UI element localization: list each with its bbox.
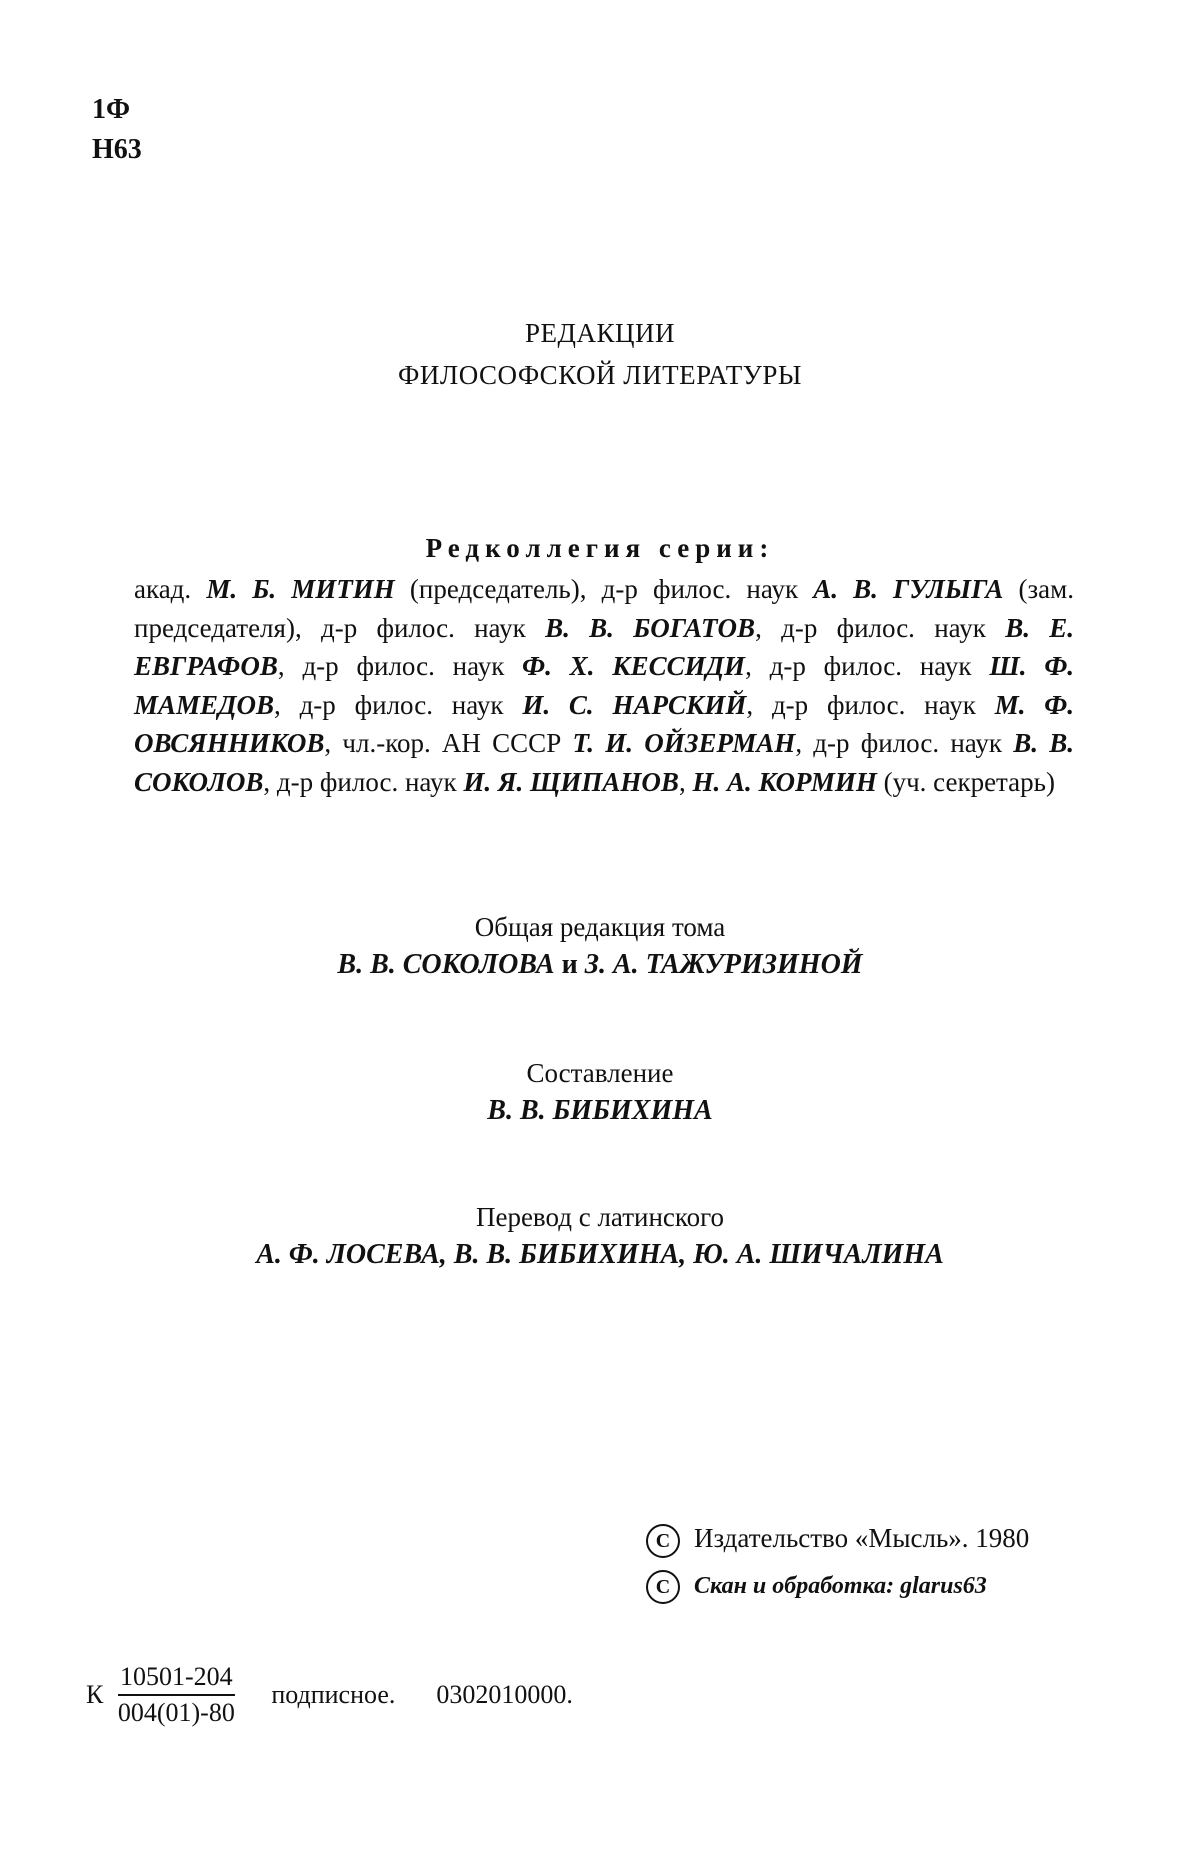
compilation-label: Составление [526, 1058, 674, 1088]
editorial-board-heading: Редколлегия серии: [425, 533, 775, 563]
classification-line-2: Н63 [92, 134, 142, 165]
editorial-office-line-1: РЕДАКЦИИ [525, 318, 675, 348]
board-member-title: (уч. секретарь) [876, 766, 1055, 797]
board-member-name: А. В. ГУЛЫГА [813, 574, 1004, 604]
index-note: подписное. [271, 1680, 396, 1709]
copyright-scan [646, 1566, 987, 1604]
board-member-title: , д-р филос. наук [745, 651, 990, 681]
classification-code [92, 90, 142, 170]
board-member-name: Ш. Ф. МАМЕДОВ [134, 651, 1075, 720]
board-member-title: , д-р филос. наук [795, 728, 1014, 758]
index-prefix: К [86, 1680, 104, 1709]
general-editor-1: В. В. СОКОЛОВА [337, 949, 555, 980]
board-member-title: , [678, 766, 693, 797]
general-editing-names [0, 946, 1200, 984]
compilation [0, 1054, 1200, 1130]
board-member-title: (зам. председателя), д-р филос. наук [134, 574, 1074, 643]
general-editing [0, 908, 1200, 984]
translation-label: Перевод с латинского [475, 1202, 725, 1232]
board-member-title: , д-р филос. наук [263, 766, 464, 797]
board-member-title: , чл.-кор. АН СССР [324, 728, 573, 758]
board-member-name: В. Е. ЕВГРАФОВ [134, 612, 1074, 681]
board-member-title: , д-р филос. наук [755, 612, 1006, 643]
board-member-name: И. Я. ЩИПАНОВ [463, 766, 679, 797]
general-editor-2: З. А. ТАЖУРИЗИНОЙ [584, 949, 863, 980]
classification-line-1: 1Ф [92, 94, 131, 125]
index-code: 0302010000. [436, 1680, 573, 1709]
board-member-title: (председатель), д-р филос. наук [394, 574, 814, 604]
copyright-icon: C [646, 1570, 680, 1604]
editorial-office [0, 312, 1200, 396]
copyright-publisher-text: Издательство «Мысль». 1980 [694, 1523, 1030, 1553]
copyright-icon: C [646, 1524, 680, 1558]
index-fraction [118, 1662, 235, 1728]
publication-index [86, 1662, 573, 1728]
general-editing-conjunction: и [561, 949, 578, 980]
board-member-title: , д-р филос. наук [746, 689, 995, 720]
translation-names: А. Ф. ЛОСЕВА, В. В. БИБИХИНА, Ю. А. ШИЧАЛИНА [256, 1239, 944, 1270]
translation [0, 1198, 1200, 1274]
board-member-title: , д-р филос. наук [277, 651, 523, 681]
editorial-board-members [134, 570, 1074, 801]
copyright-publisher [646, 1520, 1029, 1558]
board-member-title: , д-р филос. наук [273, 689, 523, 720]
board-member-name: М. Б. МИТИН [206, 574, 395, 604]
board-member-name: В. В. СОКОЛОВ [134, 728, 1074, 797]
index-tail [271, 1680, 573, 1710]
board-member-title: акад. [134, 574, 207, 604]
index-numerator: 10501-204 [118, 1662, 235, 1696]
board-member-name: И. С. НАРСКИЙ [522, 689, 747, 720]
board-member-name: Н. А. КОРМИН [692, 766, 877, 797]
board-member-name: Ф. Х. КЕССИДИ [522, 651, 746, 681]
copyright-scan-text: Скан и обработка: glarus63 [694, 1573, 987, 1599]
index-denominator: 004(01)-80 [117, 1698, 235, 1727]
board-member-name: Т. И. ОЙЗЕРМАН [572, 728, 796, 758]
general-editing-label: Общая редакция тома [474, 912, 726, 942]
board-member-name: В. В. БОГАТОВ [545, 612, 756, 643]
editorial-office-line-2: ФИЛОСОФСКОЙ ЛИТЕРАТУРЫ [398, 360, 802, 390]
compilation-names: В. В. БИБИХИНА [487, 1095, 713, 1126]
board-member-name: М. Ф. ОВСЯННИКОВ [134, 689, 1075, 758]
